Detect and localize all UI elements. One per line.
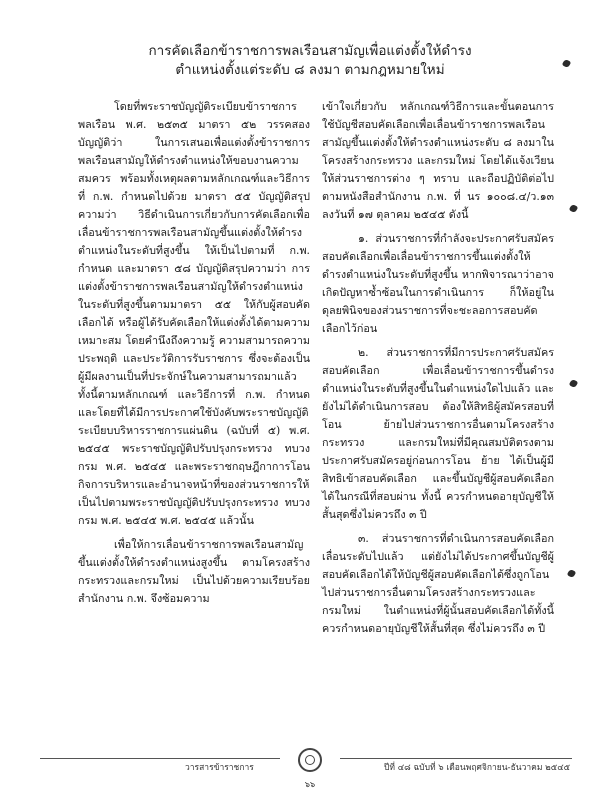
decorative-dot-icon xyxy=(567,569,577,579)
paragraph: โดยที่พระราชบัญญัติระเบียบข้าราชการพลเรือน พ.ศ. ๒๕๓๕ มาตรา ๕๒ วรรคสอง บัญญัติว่า ในการเสนอเพื่อแต่งตั้งข้าราชการพลเรือนสามัญให้ดำรงตำแหน่งให้ขอบงานความสมควร พร้อมทั้งเหตุผลตามหลักเกณฑ์และวิธีการที่ ก.พ. กำหนดไปด้วย มาตรา ๕๕ บัญญัติสรุปความว่า วิธีดำเนินการเกี่ยวกับการคัดเลือกเพื่อเลื่อนข้าราชการพลเรือนสามัญขึ้นแต่งตั้งให้ดำรงตำแหน่งในระดับที่สูงขึ้น ให้เป็นไปตามที่ ก.พ. กำหนด และมาตรา ๕๘ บัญญัติสรุปความว่า การแต่งตั้งข้าราชการพลเรือนสามัญให้ดำรงตำแหน่งในระดับที่สูงขึ้นตามมาตรา ๕๕ ให้กับผู้สอบคัดเลือกได้ หรือผู้ได้รับคัดเลือกให้แต่งตั้งได้ตามความเหมาะสม โดยคำนึงถึงความรู้ ความสามารถความประพฤติ และประวัติการรับราชการ ซึ่งจะต้องเป็นผู้มีผลงานเป็นที่ประจักษ์ในความสามารถมาแล้ว ทั้งนี้ตามหลักเกณฑ์ และวิธีการที่ ก.พ. กำหนด และโดยที่ได้มีการประกาศใช้บังคับพระราชบัญญัติระเบียบบริหารราชการแผ่นดิน (ฉบับที่ ๕) พ.ศ. ๒๕๔๕ พระราชบัญญัติปรับปรุงกระทรวง ทบวง กรม พ.ศ. ๒๕๔๕ และพระราชกฤษฎีกาการโอนกิจการบริหารและอำนาจหน้าที่ของส่วนราชการให้เป็นไปตามพระราชบัญญัติปรับปรุงกระทรวง ทบวง กรม พ.ศ. ๒๕๔๕ พ.ศ. ๒๕๔๕ แล้วนั้น xyxy=(78,100,310,527)
article-title-line-2: ตำแหน่งตั้งแต่ระดับ ๘ ลงมา ตามกฎหมายใหม่ xyxy=(175,62,445,78)
page-number: ๖๖ xyxy=(304,780,316,789)
paragraph: เพื่อให้การเลื่อนข้าราชการพลเรือนสามัญขึ้นแต่งตั้งให้ดำรงตำแหน่งสูงขึ้น ตามโครงสร้างกระทรวงและกรมใหม่ เป็นไปด้วยความเรียบร้อย สำนักงาน ก.พ. จึงซ้อมความ xyxy=(78,538,310,605)
left-column xyxy=(78,98,310,608)
paragraph: ๓. ส่วนราชการที่ดำเนินการสอบคัดเลือกเลื่อนระดับไปแล้ว แต่ยังไม่ได้ประกาศขึ้นบัญชีผู้สอบคัดเลือกได้ให้บัญชีผู้สอบคัดเลือกได้ซึ่งถูกโอนไปส่วนราชการอื่นตามโครงสร้างกระทรวงและกรมใหม่ ในตำแหน่งที่ผู้นั้นสอบคัดเลือกได้ทั้งนี้ ควรกำหนดอายุบัญชีให้สั้นที่สุด ซึ่งไม่ควรถึง ๓ ปี xyxy=(322,532,554,635)
footer-rule xyxy=(340,758,572,759)
footer-rule xyxy=(40,758,280,759)
paragraph: เข้าใจเกี่ยวกับ หลักเกณฑ์วิธีการและขั้นตอนการใช้บัญชีสอบคัดเลือกเพื่อเลื่อนข้าราชการพลเรือนสามัญขึ้นแต่งตั้งให้ดำรงตำแหน่งระดับ ๘ ลงมาในโครงสร้างกระทรวง และกรมใหม่ โดยได้แจ้งเวียนให้ส่วนราชการต่าง ๆ ทราบ และถือปฏิบัติต่อไป ตามหนังสือสำนักงาน ก.พ. ที่ นร ๑๐๐๘.๔/ว.๑๓ ลงวันที่ ๑๗ ตุลาคม ๒๕๔๕ ดังนี้ xyxy=(322,100,554,221)
article-title-line-1: การคัดเลือกข้าราชการพลเรือนสามัญเพื่อแต่งตั้งให้ดำรง xyxy=(148,43,472,59)
article-header xyxy=(100,42,520,80)
issue-info: ปีที่ ๔๘ ฉบับที่ ๖ เดือนพฤศจิกายน-ธันวาคม ๒๕๔๕ xyxy=(384,763,571,773)
paragraph: ๑. ส่วนราชการที่กำลังจะประกาศรับสมัครสอบคัดเลือกเพื่อเลื่อนข้าราชการขึ้นแต่งตั้งให้ดำรงตำแหน่งในระดับที่สูงขึ้น หากพิจารณาว่าอาจเกิดปัญหาซ้ำซ้อนในการดำเนินการ ก็ให้อยู่ในดุลยพินิจของส่วนราชการที่จะชะลอการสอบคัดเลือกไว้ก่อน xyxy=(322,232,554,335)
journal-name: วารสารข้าราชการ xyxy=(185,763,254,773)
decorative-dot-icon xyxy=(569,379,579,389)
decorative-dot-icon xyxy=(562,59,572,69)
journal-logo-icon xyxy=(298,748,322,772)
decorative-dot-icon xyxy=(569,204,579,214)
logo-ring-icon xyxy=(305,755,315,765)
paragraph: ๒. ส่วนราชการที่มีการประกาศรับสมัครสอบคัดเลือก เพื่อเลื่อนข้าราชการขึ้นดำรงตำแหน่งในระดับที่สูงขึ้นในตำแหน่งใดไปแล้ว และยังไม่ได้ดำเนินการสอบ ต้องให้สิทธิผู้สมัครสอบที่โอน ย้ายไปส่วนราชการอื่นตามโครงสร้างกระทรวง และกรมใหม่ที่มีคุณสมบัติตรงตามประกาศรับสมัครอยู่ก่อนการโอน ย้าย ได้เป็นผู้มีสิทธิเข้าสอบคัดเลือก และขึ้นบัญชีผู้สอบคัดเลือกได้ในกรณีที่สอบผ่าน ทั้งนี้ ควรกำหนดอายุบัญชีให้สั้นสุดซึ่งไม่ควรถึง ๓ ปี xyxy=(322,346,554,521)
page-footer xyxy=(40,748,572,789)
right-column xyxy=(322,98,554,638)
